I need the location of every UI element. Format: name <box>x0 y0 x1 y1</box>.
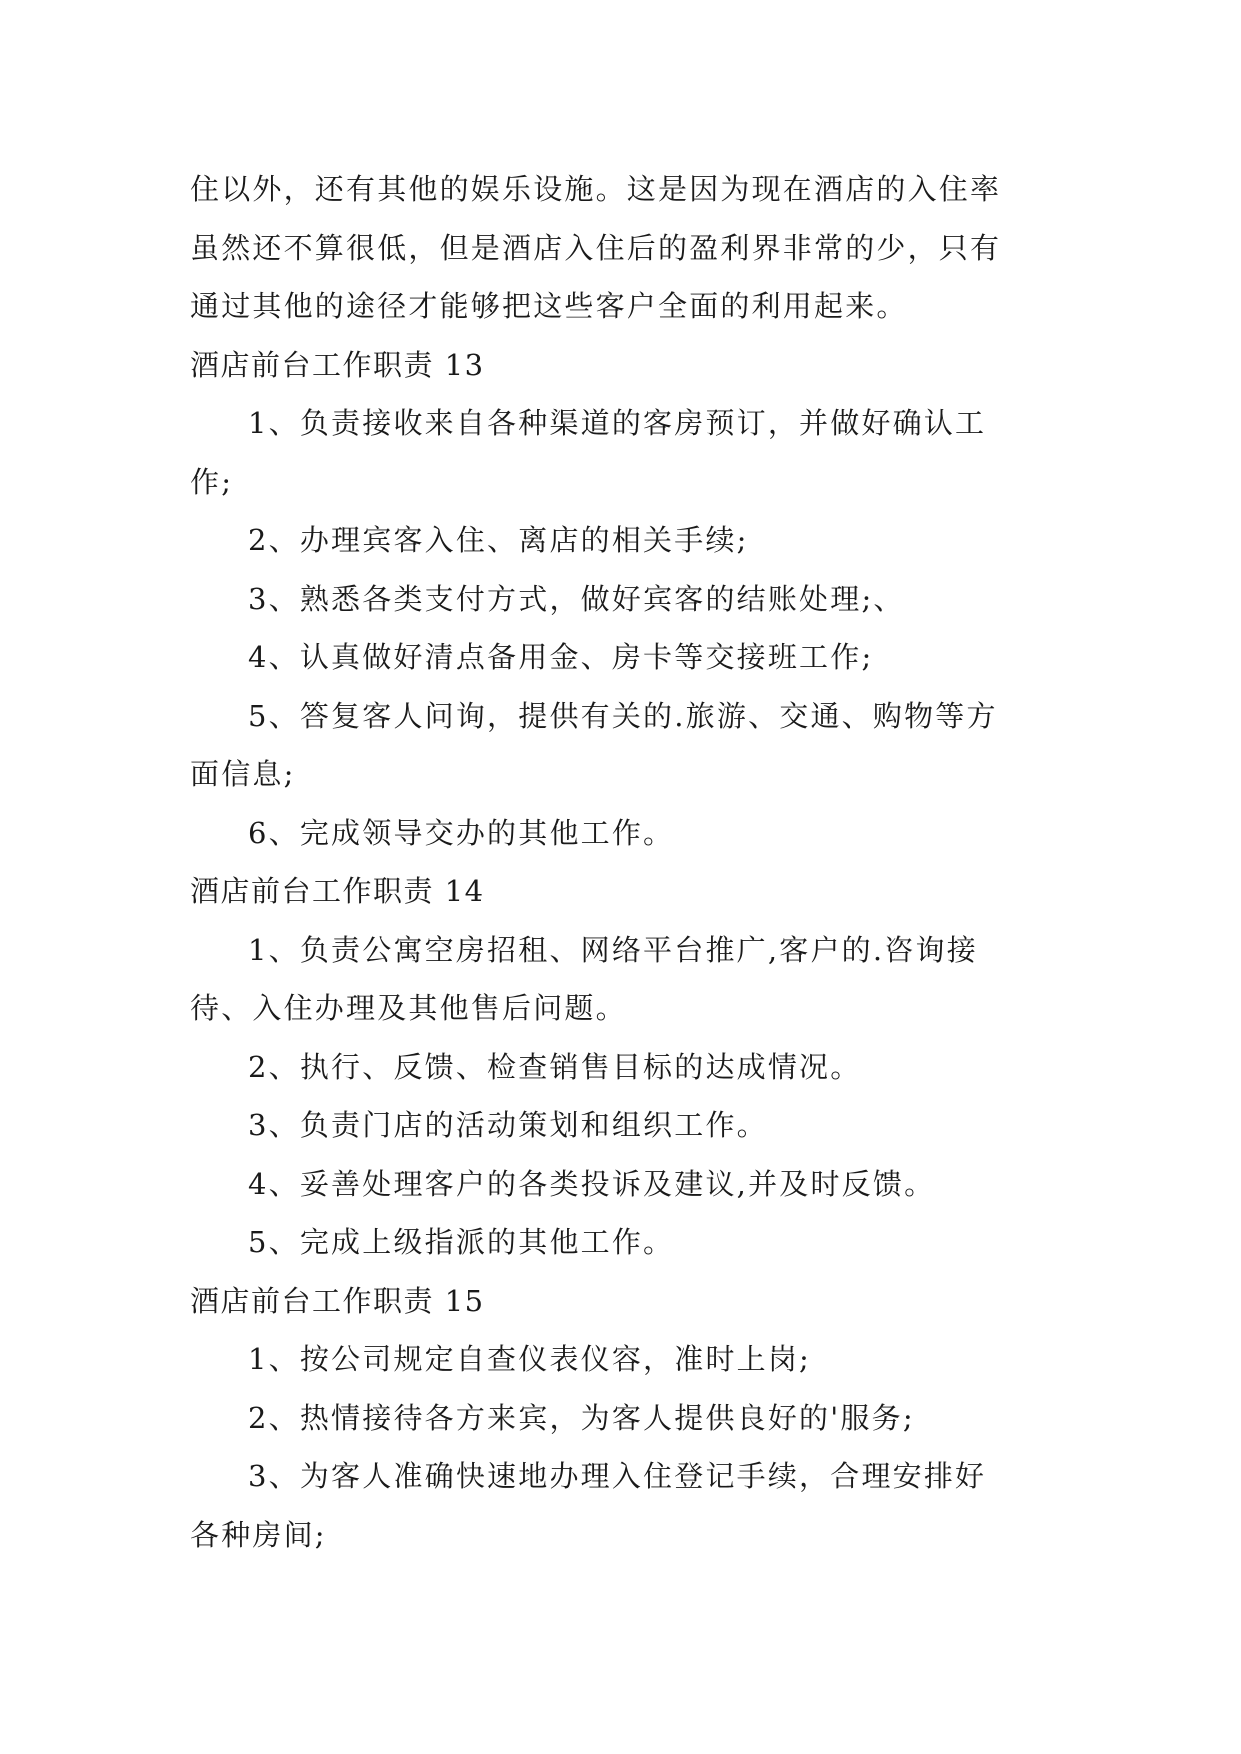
intro-line-3: 通过其他的途径才能够把这些客户全面的利用起来。 <box>190 289 908 323</box>
section-14-item-5: 5、完成上级指派的其他工作。 <box>248 1225 675 1259</box>
section-14-item-1-continued: 待、入住办理及其他售后问题。 <box>190 991 627 1025</box>
intro-line-2: 虽然还不算很低，但是酒店入住后的盈利界非常的少，只有 <box>190 230 1002 265</box>
section-13-item-1: 1、负责接收来自各种渠道的客房预订，并做好确认工 <box>248 406 987 440</box>
section-13-item-5: 5、答复客人问询，提供有关的.旅游、交通、购物等方 <box>248 698 998 733</box>
section-15-item-3-continued: 各种房间; <box>190 1517 327 1552</box>
section-15-item-1: 1、按公司规定自查仪表仪容，准时上岗; <box>248 1342 812 1376</box>
section-13-item-2: 2、办理宾客入住、离店的相关手续; <box>248 523 749 557</box>
section-13-heading: 酒店前台工作职责 13 <box>190 347 485 382</box>
section-13-item-6: 6、完成领导交办的其他工作。 <box>248 815 675 850</box>
section-15-item-3: 3、为客人准确快速地办理入住登记手续，合理安排好 <box>248 1459 987 1493</box>
section-14-item-3: 3、负责门店的活动策划和组织工作。 <box>248 1108 768 1142</box>
section-13-item-4: 4、认真做好清点备用金、房卡等交接班工作; <box>248 640 874 674</box>
section-15-heading: 酒店前台工作职责 15 <box>190 1283 485 1318</box>
section-15-item-2: 2、热情接待各方来宾，为客人提供良好的'服务; <box>248 1400 915 1435</box>
section-14-item-2: 2、执行、反馈、检查销售目标的达成情况。 <box>248 1049 862 1084</box>
section-13-item-1-continued: 作; <box>190 464 234 499</box>
section-14-item-4: 4、妥善处理客户的各类投诉及建议,并及时反馈。 <box>248 1166 936 1201</box>
document-body <box>190 160 1060 1564</box>
section-14-heading: 酒店前台工作职责 14 <box>190 874 485 908</box>
section-14-item-1: 1、负责公寓空房招租、网络平台推广,客户的.咨询接 <box>248 932 978 967</box>
section-13-item-3: 3、熟悉各类支付方式，做好宾客的结账处理;、 <box>248 581 905 616</box>
intro-line-1: 住以外，还有其他的娱乐设施。这是因为现在酒店的入住率 <box>190 172 1002 206</box>
section-13-item-5-continued: 面信息; <box>190 757 296 791</box>
